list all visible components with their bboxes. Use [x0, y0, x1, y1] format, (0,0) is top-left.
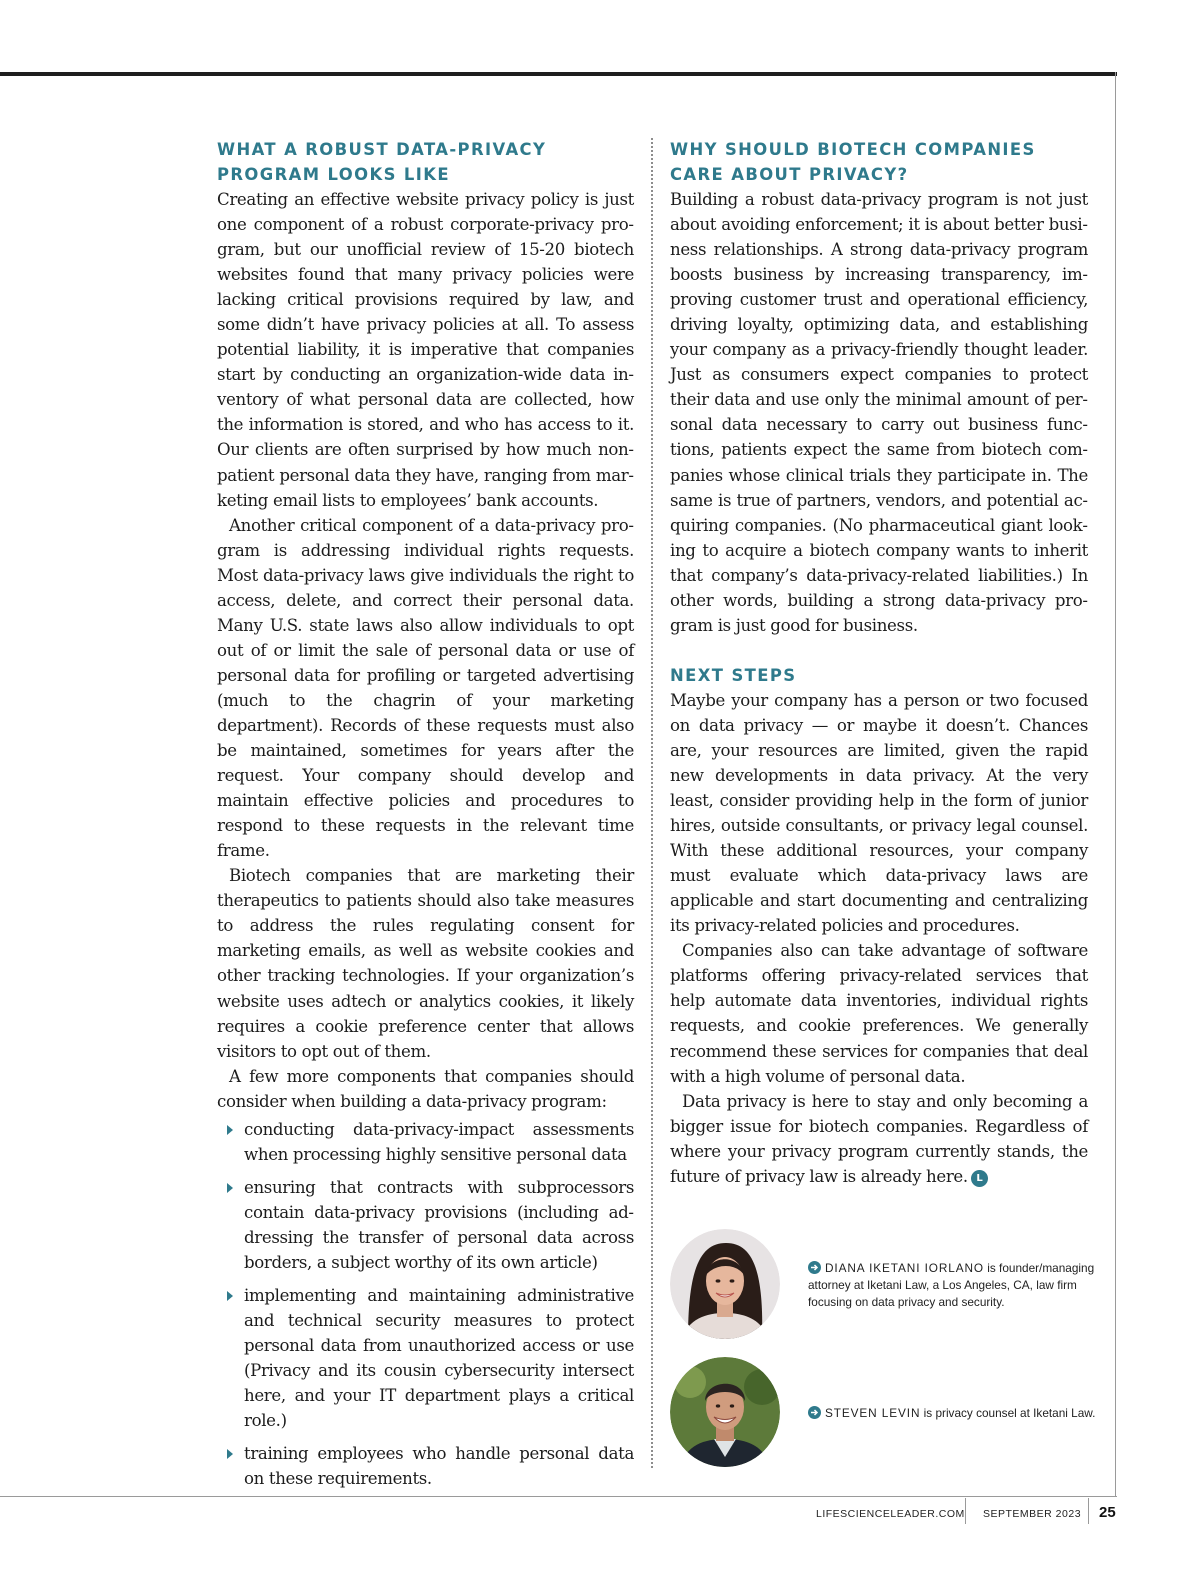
section-heading-why-privacy: [670, 137, 1088, 187]
end-mark-icon: L: [971, 1170, 988, 1187]
arrow-right-icon: [808, 1261, 821, 1274]
author-photo-steven: [670, 1357, 780, 1467]
author-bio-text: is privacy counsel at Iketani Law.: [920, 1406, 1096, 1420]
author-name: DIANA IKETANI IORLANO: [825, 1261, 984, 1275]
section-heading-robust-program: [217, 137, 634, 187]
left-column: [217, 137, 634, 1499]
body-paragraph-final: [670, 1089, 1088, 1189]
heading-line: WHY SHOULD BIOTECH COMPANIES: [670, 140, 1036, 159]
list-item: [217, 1117, 634, 1167]
heading-line: PROGRAM LOOKS LIKE: [217, 165, 450, 184]
body-paragraph: Creating an effective website privacy policy is just one component of a robust corporate-privacy program, but our unofficial review of 15-20 biotech websites found that many privacy policies were lacking critical provisions required by law, and some didn’t have privacy policies at all. To assess potential liability, it is imperative that companies start by conducting an organization-wide data inventory of what personal data are collected, how the information is stored, and who has access to it. Our clients are often surprised by how much nonpatient personal data they have, ranging from marketing email lists to employees’ bank accounts.: [217, 190, 634, 510]
body-paragraph: Building a robust data-privacy program is not just about avoiding enforcement; it is about better business relationships. A strong data-privacy program boosts business by increasing transparency, improving customer trust and operational efficiency, driving loyalty, optimizing data, and establishing your company as a privacy-friendly thought leader. Just as consumers expect companies to protect their data and use only the minimal amount of personal data necessary to carry out business functions, patients expect the same from biotech companies whose clinical trials they participate in. The same is true of partners, vendors, and potential acquiring companies. (No pharmaceutical giant looking to acquire a biotech company wants to inherit that company’s data-privacy-related liabilities.) In other words, building a strong data-privacy program is just good for business.: [670, 190, 1088, 635]
list-item-text: implementing and maintaining administrative and technical security measures to protect personal data from unauthorized access or use (Privacy and its cousin cybersecurity intersect here, and your IT department plays a critical role.): [244, 1286, 634, 1431]
body-paragraph: Companies also can take advantage of software platforms offering privacy-related services that help automate data inventories, individual rights requests, and cookie preferences. We generally recommend these services for companies that deal with a high volume of personal data.: [670, 941, 1088, 1086]
list-item: [217, 1175, 634, 1275]
body-paragraph: Another critical component of a data-privacy program is addressing individual rights requests. Most data-privacy laws give individuals the right to access, delete, and correct their personal data. Many U.S. state laws also allow individuals to opt out of or limit the sale of personal data or use of personal data for profiling or targeted advertising (much to the chagrin of your marketing department). Records of these requests must also be maintained, sometimes for years after the request. Your company should develop and maintain effective policies and procedures to respond to these requests in the relevant time frame.: [217, 515, 634, 861]
heading-line: CARE ABOUT PRIVACY?: [670, 165, 909, 184]
footer-separator: [965, 1498, 966, 1524]
components-bullet-list: [217, 1117, 634, 1492]
page-number: 25: [1099, 1504, 1116, 1521]
right-margin-rule: [1115, 72, 1116, 1497]
right-column: [670, 137, 1088, 1189]
top-rule: [0, 72, 1117, 76]
section-heading-next-steps: NEXT STEPS: [670, 665, 797, 685]
body-paragraph: Biotech companies that are marketing their therapeutics to patients should also take measures to address the rules regulating consent for marketing emails, as well as website cookies and other tracking technologies. If your organization’s website uses adtech or analytics cookies, it likely requires a cookie preference center that allows visitors to opt out of them.: [217, 866, 634, 1061]
list-item-text: ensuring that contracts with subprocessors contain data-privacy provisions (including addressing the transfer of personal data across borders, a subject worthy of its own article): [244, 1177, 634, 1272]
triangle-bullet-icon: [227, 1291, 233, 1301]
footer-site: LIFESCIENCELEADER.COM: [816, 1508, 965, 1520]
author-name: STEVEN LEVIN: [825, 1406, 921, 1420]
footer-date: SEPTEMBER 2023: [983, 1508, 1082, 1520]
list-item-text: conducting data-privacy-impact assessments when processing highly sensitive personal data: [244, 1119, 634, 1164]
triangle-bullet-icon: [227, 1449, 233, 1459]
list-item: [217, 1283, 634, 1433]
triangle-bullet-icon: [227, 1125, 233, 1135]
author-bio-text: is founder/managing attorney at Iketani Law, a Los Angeles, CA, law firm focusing on data privacy and security.: [808, 1261, 1095, 1309]
triangle-bullet-icon: [227, 1183, 233, 1193]
arrow-right-icon: [808, 1406, 821, 1419]
heading-line: WHAT A ROBUST DATA-PRIVACY: [217, 140, 547, 159]
list-item: [217, 1441, 634, 1491]
author-bio-diana: [808, 1260, 1098, 1311]
footer-separator: [1088, 1498, 1089, 1524]
list-item-text: training employees who handle personal data on these requirements.: [244, 1444, 634, 1489]
author-photo-diana: [670, 1229, 780, 1339]
author-bio-steven: [808, 1405, 1098, 1422]
body-paragraph: A few more components that companies should consider when building a data-privacy program:: [217, 1066, 634, 1111]
body-paragraph: Maybe your company has a person or two focused on data privacy — or maybe it doesn’t. Chances are, your resources are limited, given the rapid new developments in data privacy. At the very least, consider providing help in the form of junior hires, outside consultants, or privacy legal counsel. With these additional resources, your company must evaluate which data-privacy laws are applicable and start documenting and centralizing its privacy-related policies and procedures.: [670, 690, 1088, 936]
column-divider: [651, 138, 653, 1468]
closing-text: Data privacy is here to stay and only becoming a bigger issue for biotech companies. Regardless of where your privacy program currently stands, the future of privacy law is already here.: [670, 1091, 1088, 1186]
